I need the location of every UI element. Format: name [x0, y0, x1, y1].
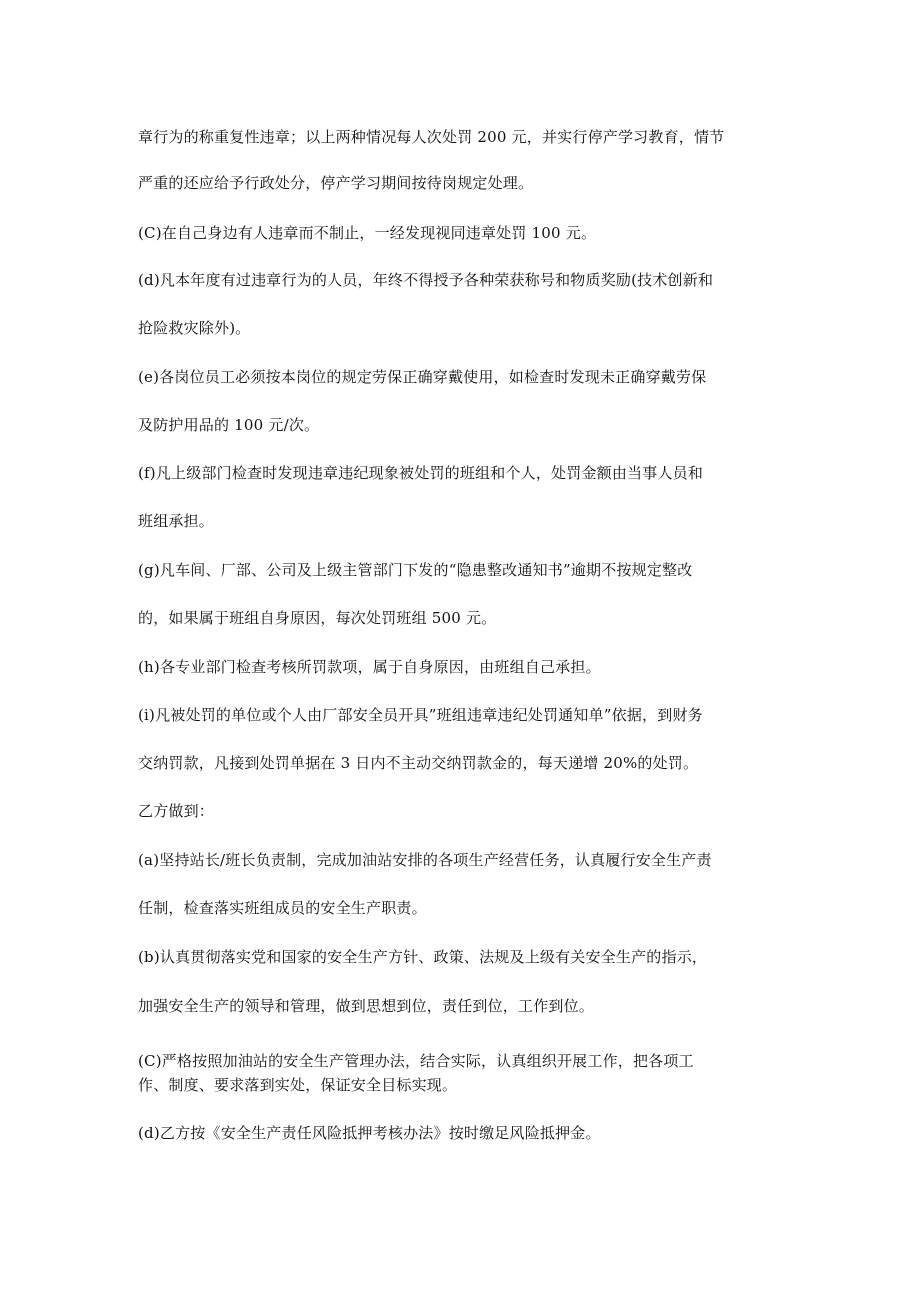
text-line: (d)乙方按《安全生产责任风险抵押考核办法》按时缴足风险抵押金。 [138, 1124, 601, 1142]
text-line: (a)坚持站长/班长负责制，完成加油站安排的各项生产经营任务，认真履行安全生产责 [138, 851, 712, 869]
text-line: 章行为的称重复性违章；以上两种情况每人次处罚 200 元，并实行停产学习教育，情节 [138, 128, 725, 146]
text-line: 加强安全生产的领导和管理，做到思想到位，责任到位，工作到位。 [138, 997, 595, 1015]
text-line: 的，如果属于班组自身原因，每次处罚班组 500 元。 [138, 609, 497, 627]
text-line: (C)在自己身边有人违章而不制止，一经发现视同违章处罚 100 元。 [138, 224, 597, 242]
text-line: (f)凡上级部门检查时发现违章违纪现象被处罚的班组和个人，处罚金额由当事人员和 [138, 464, 704, 482]
text-line: (d)凡本年度有过违章行为的人员，年终不得授予各种荣获称号和物质奖励(技术创新和 [138, 271, 714, 289]
text-line: (i)凡被处罚的单位或个人由厂部安全员开具”班组违章违纪处罚通知单”依据，到财务 [138, 706, 703, 724]
text-line: 班组承担。 [138, 512, 215, 530]
text-line: 乙方做到： [138, 802, 215, 820]
text-line: (b)认真贯彻落实党和国家的安全生产方针、政策、法规及上级有关安全生产的指示， [138, 948, 708, 966]
text-line: (h)各专业部门检查考核所罚款项，属于自身原因，由班组自己承担。 [138, 658, 601, 676]
text-line: (C)严格按照加油站的安全生产管理办法，结合实际，认真组织开展工作，把各项工 [138, 1052, 694, 1070]
text-line: (e)各岗位员工必须按本岗位的规定劳保正确穿戴使用，如检查时发现未正确穿戴劳保 [138, 368, 707, 386]
text-line: 抢险救灾除外)。 [138, 319, 251, 337]
text-line: 交纳罚款，凡接到处罚单据在 3 日内不主动交纳罚款金的，每天递增 20%的处罚。 [138, 754, 699, 772]
text-line: 作、制度、要求落到实处，保证安全目标实现。 [138, 1076, 458, 1094]
text-line: 及防护用品的 100 元/次。 [138, 416, 320, 434]
text-line: 严重的还应给予行政处分，停产学习期间按待岗规定处理。 [138, 174, 534, 192]
text-line: (g)凡车间、厂部、公司及上级主管部门下发的“隐患整改通知书”逾期不按规定整改 [138, 561, 693, 579]
text-line: 任制，检查落实班组成员的安全生产职责。 [138, 899, 427, 917]
